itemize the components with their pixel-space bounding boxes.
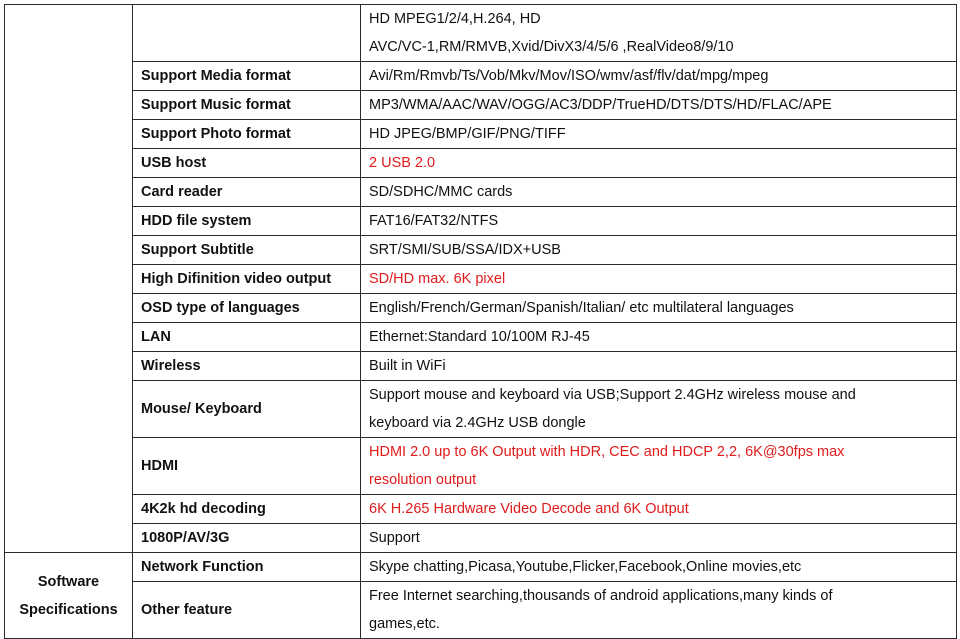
spec-label: 1080P/AV/3G xyxy=(133,524,361,553)
spec-value-line: 6K H.265 Hardware Video Decode and 6K Output xyxy=(369,501,689,517)
spec-value xyxy=(361,352,957,381)
spec-value-line: 2 USB 2.0 xyxy=(369,155,436,171)
spec-label: Card reader xyxy=(133,178,361,207)
spec-row xyxy=(5,120,957,149)
spec-label: USB host xyxy=(133,149,361,178)
spec-value xyxy=(361,207,957,236)
spec-value xyxy=(361,265,957,294)
spec-value-line: Built in WiFi xyxy=(369,358,446,374)
spec-row xyxy=(5,381,957,438)
software-category-cell xyxy=(5,553,133,639)
spec-value-line: Skype chatting,Picasa,Youtube,Flicker,Facebook,Online movies,etc xyxy=(369,559,802,575)
spec-label: Support Media format xyxy=(133,62,361,91)
spec-value-line: SRT/SMI/SUB/SSA/IDX+USB xyxy=(369,242,561,258)
spec-table xyxy=(4,4,957,639)
spec-value xyxy=(361,381,957,438)
spec-label: High Difinition video output xyxy=(133,265,361,294)
spec-row xyxy=(5,582,957,639)
spec-value xyxy=(361,438,957,495)
spec-row xyxy=(5,236,957,265)
spec-value xyxy=(361,323,957,352)
spec-value-line: resolution output xyxy=(369,472,477,488)
spec-row xyxy=(5,524,957,553)
spec-value-line: Support mouse and keyboard via USB;Support 2.4GHz wireless mouse and xyxy=(369,387,856,403)
spec-row xyxy=(5,91,957,120)
spec-value xyxy=(361,524,957,553)
spec-value-line: Avi/Rm/Rmvb/Ts/Vob/Mkv/Mov/ISO/wmv/asf/flv/dat/mpg/mpeg xyxy=(369,68,769,84)
spec-value xyxy=(361,91,957,120)
spec-label: Support Photo format xyxy=(133,120,361,149)
spec-label: OSD type of languages xyxy=(133,294,361,323)
spec-label: Mouse/ Keyboard xyxy=(133,381,361,438)
software-category-line: Specifications xyxy=(19,601,118,618)
spec-row xyxy=(5,207,957,236)
spec-label: Support Subtitle xyxy=(133,236,361,265)
spec-value-line: SD/HD max. 6K pixel xyxy=(369,271,506,287)
spec-row xyxy=(5,495,957,524)
spec-label: Other feature xyxy=(133,582,361,639)
spec-value xyxy=(361,120,957,149)
spec-label: HDD file system xyxy=(133,207,361,236)
spec-value xyxy=(361,5,957,62)
spec-value-line: AVC/VC-1,RM/RMVB,Xvid/DivX3/4/5/6 ,RealVideo8/9/10 xyxy=(369,39,734,55)
hardware-category-cell xyxy=(5,5,133,553)
spec-label xyxy=(133,5,361,62)
spec-value-line: Ethernet:Standard 10/100M RJ-45 xyxy=(369,329,590,345)
spec-row xyxy=(5,178,957,207)
spec-table-body xyxy=(5,5,957,639)
spec-value xyxy=(361,553,957,582)
spec-value-line: MP3/WMA/AAC/WAV/OGG/AC3/DDP/TrueHD/DTS/DTS/HD/FLAC/APE xyxy=(369,97,832,113)
spec-row xyxy=(5,62,957,91)
spec-value xyxy=(361,178,957,207)
spec-row xyxy=(5,294,957,323)
spec-value-line: keyboard via 2.4GHz USB dongle xyxy=(369,415,586,431)
spec-row xyxy=(5,438,957,495)
spec-row xyxy=(5,265,957,294)
spec-row xyxy=(5,5,957,62)
spec-row xyxy=(5,553,957,582)
spec-value-line: FAT16/FAT32/NTFS xyxy=(369,213,499,229)
spec-value xyxy=(361,236,957,265)
spec-label: 4K2k hd decoding xyxy=(133,495,361,524)
spec-value-line: Support xyxy=(369,530,420,546)
software-category-line: Software xyxy=(37,573,100,590)
spec-value xyxy=(361,582,957,639)
spec-value xyxy=(361,495,957,524)
spec-value xyxy=(361,62,957,91)
spec-value xyxy=(361,149,957,178)
spec-row xyxy=(5,352,957,381)
spec-label: Wireless xyxy=(133,352,361,381)
spec-value-line: English/French/German/Spanish/Italian/ etc multilateral languages xyxy=(369,300,794,316)
spec-label: HDMI xyxy=(133,438,361,495)
spec-label: Support Music format xyxy=(133,91,361,120)
spec-value-line: HD JPEG/BMP/GIF/PNG/TIFF xyxy=(369,126,566,142)
spec-label: LAN xyxy=(133,323,361,352)
spec-value-line: SD/SDHC/MMC cards xyxy=(369,184,513,200)
spec-value xyxy=(361,294,957,323)
spec-value-line: HDMI 2.0 up to 6K Output with HDR, CEC and HDCP 2,2, 6K@30fps max xyxy=(369,444,845,460)
spec-value-line: Free Internet searching,thousands of android applications,many kinds of xyxy=(369,588,833,604)
spec-row xyxy=(5,323,957,352)
spec-value-line: HD MPEG1/2/4,H.264, HD xyxy=(369,11,541,27)
spec-label: Network Function xyxy=(133,553,361,582)
spec-row xyxy=(5,149,957,178)
spec-value-line: games,etc. xyxy=(369,616,440,632)
